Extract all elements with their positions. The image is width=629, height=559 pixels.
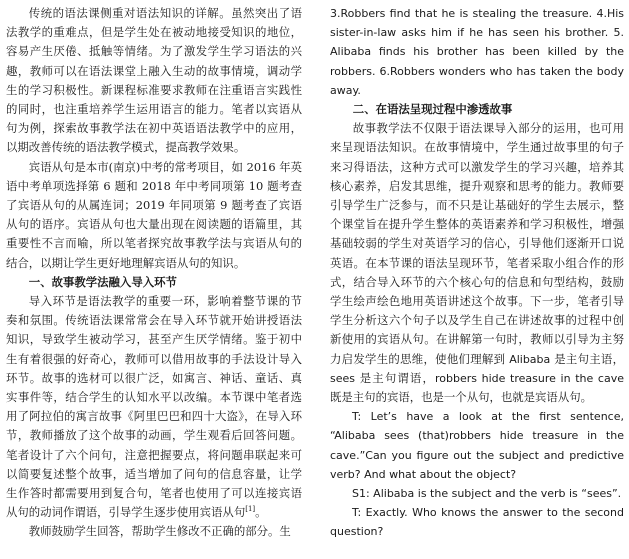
presentation-term-alibaba: Alibaba: [509, 352, 551, 366]
presentation-text-a: 故事教学法不仅限于语法课导入部分的运用，也可用来呈现语法知识。在故事情境中，学生通过故事里的句子来习得语法，这种方式可以激发学生的学习兴趣，培养其核心素养，启发其思维，提升观察和思考的能力。教师要引导学生广泛参与，而不只是让基础好的学生去展示，整个课堂旨在提升学生整体的英语素养和学习积极性，增强基础较弱的学生对英语学习的信心，引导他们逐渐开口说英语。在本节课的语法呈现环节，笔者采取小组合作的形式，结合导入环节的六个核心句的信息和句型结构，鼓励学生绘声绘色地用英语讲述这个故事。下一步，笔者引导学生分析这六个句子以及学生自己在讲述故事的过程中创新使用的宾语从句。在讲解第一句时，教师以引导为主努力启发学生的思维，使他们理解到: [330, 121, 624, 366]
dialogue-line-teacher-2: T: Exactly. Who knows the answer to the second question?: [330, 506, 624, 539]
story-questions-paragraph: 3.Robbers find that he is stealing the treasure. 4.His sister-in-law asks him if he has seen his brother. 5. Alibaba finds his brother has been killed by the robbers. 6.Robbers wonders who has taken the body away.: [330, 7, 624, 97]
presentation-paragraph: [330, 119, 624, 407]
section-heading-1: 一、故事教学法融入导入环节: [28, 274, 177, 289]
presentation-term-sees: sees: [330, 371, 355, 385]
presentation-text-d: 既是主句的宾语，也是一个从句，也就是宾语从句。: [330, 390, 592, 405]
teacher-encourage-paragraph: 教师鼓励学生回答，帮助学生修改不正确的部分。生: [28, 524, 291, 539]
right-column: [330, 4, 624, 542]
dialogue-line-teacher-1: T: Let’s have a look at the first sentence, “Alibaba sees (that)robbers hide treasure in the cave.”Can you figure out the subject and predictive verb? And what about the object?: [330, 410, 624, 481]
object-clause-exam-paragraph: 宾语从句是本市(南京)中考的常考项目，如 2016 年英语中考单项选择第 6 题和 2018 年中考同项第 10 题考查了宾语从句的从属连词；2019 年同项第 9 题考查了宾语从句的语序。宾语从句也大量出现在阅读题的语篇里，其重要性不言而喻，所以笔者探究故事教学法与宾语从句的结合，以期让学生更好地理解宾语从句的知识。: [6, 159, 302, 270]
section-heading-2: 二、在语法呈现过程中渗透故事: [352, 102, 513, 117]
presentation-text-c: 是主句谓语，: [355, 370, 435, 385]
lead-in-text-end: 。: [255, 505, 267, 520]
lead-in-paragraph: [6, 292, 302, 522]
left-column: [6, 4, 302, 542]
dialogue-line-student-1: S1: Alibaba is the subject and the verb is “sees”.: [352, 487, 622, 501]
footnote-reference: [1]: [245, 505, 256, 514]
lead-in-text: 导入环节是语法教学的重要一环，影响着整节课的节奏和氛围。传统语法课常常会在导入环节就开始讲授语法知识，导致学生被动学习，甚至产生厌学情绪。鉴于初中生有着很强的好奇心，教师可以借用故事的手法设计导入环节。故事的选材可以很广泛，如寓言、神话、童话、真实事件等，结合学生的认知水平以改编。本节课中笔者选用了阿拉伯的寓言故事《阿里巴巴和四十大盗》，在导入环节，教师播放了这个故事的动画，学生观看后回答问题。笔者设计了六个问句，注意把握要点，将问题串联起来可以简要复述整个故事，适当增加了问句的信息容量，让学生作答时都需要用到复合句，笔者也使用了可以连接宾语从句的动词作谓语，引导学生逐步使用宾语从句: [6, 294, 302, 520]
presentation-text-b: 是主句主语，: [550, 351, 625, 366]
intro-paragraph: 传统的语法课侧重对语法知识的详解。虽然突出了语法教学的重难点，但是学生处在被动地接受知识的地位，容易产生厌倦、抵触等情绪。为了激发学生学习语法的兴趣，教师可以在语法课堂上融入生动的故事情境，调动学生的学习积极性。新课程标准要求教师在注重语言实践性的同时，也注重培养学生运用语言的能力。笔者以宾语从句为例，探索故事教学法在初中英语语法教学中的应用，以期改善传统的语法教学模式，提高教学效果。: [6, 6, 302, 155]
presentation-term-clause: robbers hide treasure in the cave: [435, 371, 624, 385]
